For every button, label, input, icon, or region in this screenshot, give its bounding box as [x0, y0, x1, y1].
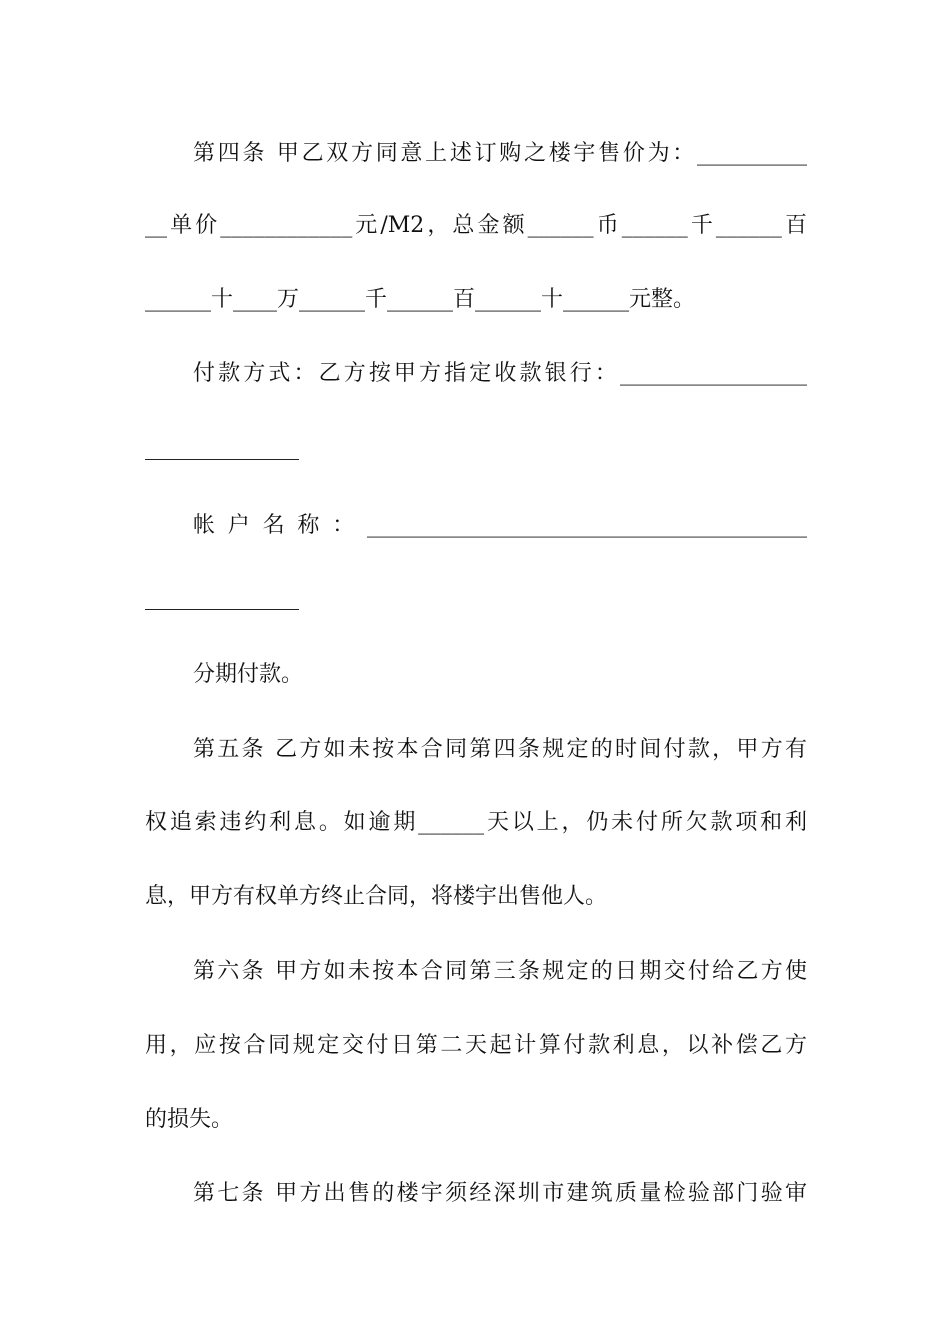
bank-blank-continuation-rule — [145, 459, 299, 460]
amount-denominations-line: ______十____万______千______百______十______元整。 — [145, 287, 696, 312]
article-5-line-1: 第五条 乙方如未按本合同第四条规定的时间付款，甲方有 — [193, 737, 807, 762]
article-7-line-1: 第七条 甲方出售的楼宇须经深圳市建筑质量检验部门验审 — [193, 1181, 807, 1206]
article-6-line-3: 的损失。 — [145, 1107, 234, 1132]
account-name-line: 帐户名称：________________________________________ — [193, 513, 807, 538]
unit-price-total-line: __单价____________元/M2，总金额______币______千______百 — [145, 213, 807, 238]
article-6-line-2: 用，应按合同规定交付日第二天起计算付款利息，以补偿乙方 — [145, 1033, 807, 1058]
article-4-price-line: 第四条 甲乙双方同意上述订购之楼宇售价为：__________ — [193, 141, 807, 166]
payment-method-bank-line: 付款方式：乙方按甲方指定收款银行：_________________ — [193, 361, 807, 386]
article-5-line-2: 权追索违约利息。如逾期______天以上，仍未付所欠款项和利 — [145, 810, 807, 835]
account-blank-continuation-rule — [145, 609, 299, 610]
article-5-line-3: 息，甲方有权单方终止合同，将楼宇出售他人。 — [145, 884, 608, 909]
article-6-line-1: 第六条 甲方如未按本合同第三条规定的日期交付给乙方使 — [193, 959, 807, 984]
installment-payment-line: 分期付款。 — [193, 662, 304, 687]
